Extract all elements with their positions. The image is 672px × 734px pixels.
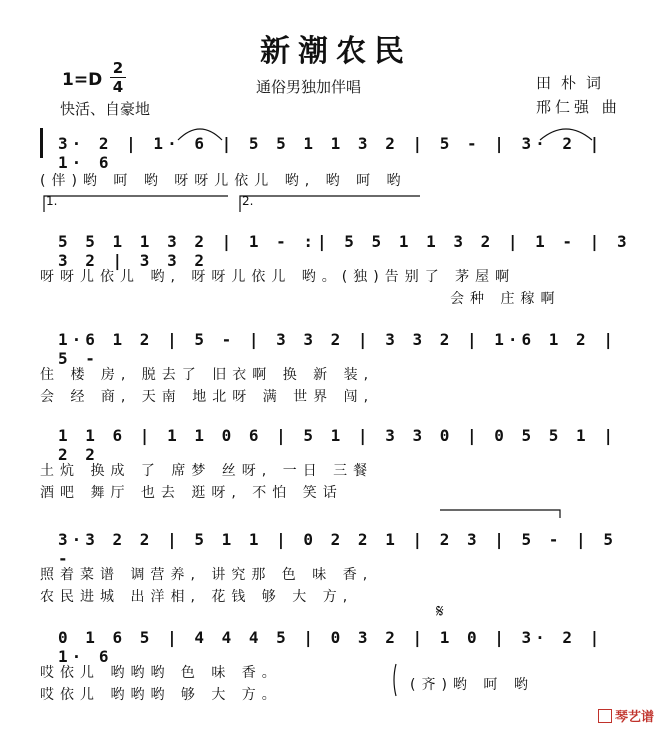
lyric-verse-2: 哎依儿 哟哟哟 够 大 方。 <box>40 687 282 703</box>
watermark-logo <box>598 706 654 725</box>
lyric-verse-1: 照着菜谱 调营养, 讲究那 色 味 香, <box>40 567 374 583</box>
song-subtitle: 通俗男独加伴唱 <box>256 78 362 96</box>
lyric-verse-1: (伴)哟 呵 哟 呀呀儿依儿 哟, 哟 呵 哟 <box>40 173 407 189</box>
watermark-text: 琴艺谱 <box>615 710 655 725</box>
logo-icon <box>598 709 612 723</box>
key-signature: 1=D <box>62 70 103 90</box>
lyric-verse-2: 农民进城 出洋相, 花钱 够 大 方, <box>40 589 354 605</box>
lyric-verse-1: 土炕 换成 了 席梦 丝呀, 一日 三餐 <box>40 463 374 479</box>
song-title: 新潮农民 <box>260 34 412 69</box>
chorus-lyric: (齐)哟 呵 哟 <box>410 677 534 693</box>
lyric-brace <box>394 664 396 696</box>
composer-credit: 邢仁强 曲 <box>536 98 621 116</box>
note-line <box>40 324 640 368</box>
slur <box>178 129 222 140</box>
notes-text: 5 5 1 1 3 2 | 1 - :| 5 5 1 1 3 2 | 1 - | 3 3 2 | 3 3 2 <box>58 232 631 270</box>
slur <box>540 129 592 140</box>
lyric-verse-1: 哎依儿 哟哟哟 色 味 香。 <box>40 665 282 681</box>
second-ending-label: 2. <box>242 194 254 208</box>
time-signature-top: 2 <box>112 59 124 77</box>
notes-text: 1 1 6 | 1 1 0 6 | 5 1 | 3 3 0 | 0 5 5 1 | 2 2 <box>58 426 617 464</box>
notes-text: 3· 2 | 1· 6 | 5 5 1 1 3 2 | 5 - | 3· 2 | 1· 6 <box>58 134 604 172</box>
time-signature-bottom: 4 <box>112 78 124 96</box>
lyric-verse-2: 酒吧 舞厅 也去 逛呀, 不怕 笑话 <box>40 485 343 501</box>
lyric-verse-2: 会 经 商, 天南 地北呀 满 世界 闯, <box>40 389 375 405</box>
lyric-verse-1: 呀呀儿依儿 哟, 呀呀儿依儿 哟。(独)告别了 茅屋啊 <box>40 269 516 285</box>
first-ending-bracket <box>44 196 228 212</box>
note-line <box>40 226 640 270</box>
segno-sign: 𝄋 <box>436 601 444 622</box>
note-line <box>40 622 640 666</box>
lyricist-credit: 田朴词 <box>536 74 612 92</box>
notes-text: 3·3 2 2 | 5 1 1 | 0 2 2 1 | 2 3 | 5 - | 5 - <box>58 530 617 568</box>
note-line <box>40 524 640 568</box>
note-line <box>40 420 640 464</box>
first-ending-label: 1. <box>46 194 58 208</box>
tempo-marking: 快活、自豪地 <box>60 100 151 118</box>
notes-text: 1·6 1 2 | 5 - | 3 3 2 | 3 3 2 | 1·6 1 2 | 5 - <box>58 330 617 368</box>
second-ending-bracket <box>240 196 420 212</box>
lyric-verse-1: 住 楼 房, 脱去了 旧衣啊 换 新 装, <box>40 367 375 383</box>
tie-bracket <box>440 510 560 518</box>
lyric-verse-2: 会种 庄稼啊 <box>450 291 561 307</box>
notes-text: 0 1 6 5 | 4 4 4 5 | 0 3 2 | 1 0 | 3· 2 | 1· 6 <box>58 628 604 666</box>
